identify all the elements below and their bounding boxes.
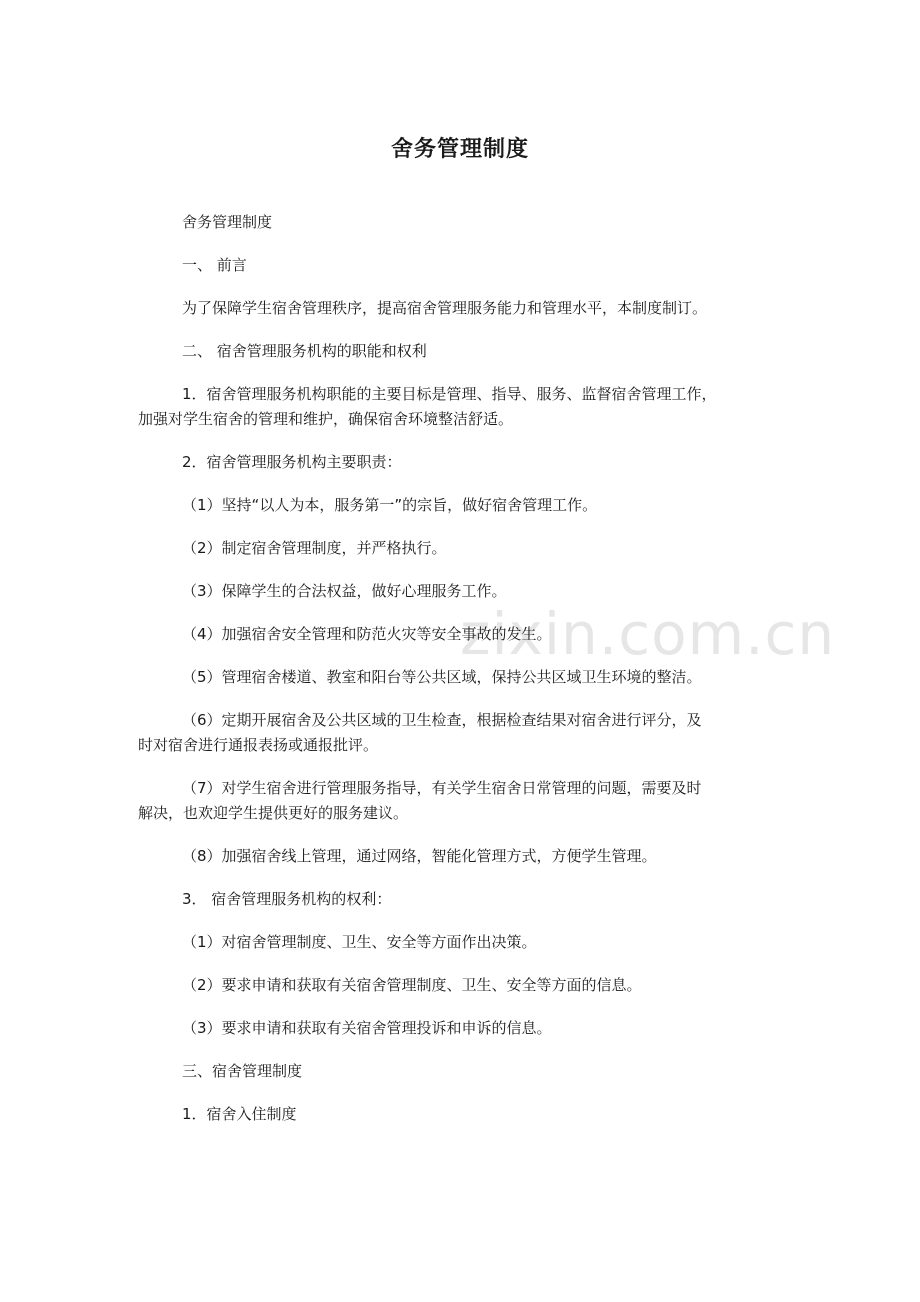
paragraph — [138, 579, 798, 604]
paragraph — [138, 930, 798, 955]
paragraph — [138, 1059, 798, 1084]
paragraph-line: 解决，也欢迎学生提供更好的服务建议。 — [138, 804, 409, 822]
paragraph — [138, 382, 798, 432]
paragraph-line: （3）保障学生的合法权益，做好心理服务工作。 — [182, 582, 507, 600]
watermark: zixin.com.cn — [460, 600, 836, 668]
paragraph — [138, 1016, 798, 1041]
paragraph-line: （5）管理宿舍楼道、教室和阳台等公共区域，保持公共区域卫生环境的整洁。 — [182, 668, 702, 686]
paragraph-line: （6）定期开展宿舍及公共区域的卫生检查，根据检查结果对宿舍进行评分，及 — [182, 711, 702, 729]
document-title: 舍务管理制度 — [390, 137, 529, 162]
paragraph-line: （2）要求申请和获取有关宿舍管理制度、卫生、安全等方面的信息。 — [182, 976, 642, 994]
paragraph-line: 1．宿舍管理服务机构职能的主要目标是管理、指导、服务、监督宿舍管理工作， — [182, 385, 717, 403]
paragraph-line: 舍务管理制度 — [182, 213, 273, 231]
document-body — [138, 210, 798, 1145]
paragraph — [138, 253, 798, 278]
paragraph — [138, 339, 798, 364]
paragraph-line: （1）坚持“以人为本，服务第一”的宗旨，做好宿舍管理工作。 — [182, 496, 598, 514]
paragraph — [138, 973, 798, 998]
paragraph-line: 一、 前言 — [182, 256, 247, 274]
paragraph — [138, 296, 798, 321]
paragraph-line: 1．宿舍入住制度 — [182, 1105, 297, 1123]
paragraph — [138, 665, 798, 690]
paragraph-line: 时对宿舍进行通报表扬或通报批评。 — [138, 736, 379, 754]
paragraph — [138, 493, 798, 518]
paragraph — [138, 844, 798, 869]
paragraph-line: （7）对学生宿舍进行管理服务指导，有关学生宿舍日常管理的问题，需要及时 — [182, 779, 702, 797]
paragraph-line: 2．宿舍管理服务机构主要职责： — [182, 453, 402, 471]
paragraph-line: 3． 宿舍管理服务机构的权利： — [182, 890, 392, 908]
paragraph — [138, 536, 798, 561]
paragraph-line: 二、 宿舍管理服务机构的职能和权利 — [182, 342, 427, 360]
paragraph — [138, 622, 798, 647]
paragraph — [138, 210, 798, 235]
paragraph-line: （1）对宿舍管理制度、卫生、安全等方面作出决策。 — [182, 933, 537, 951]
paragraph — [138, 708, 798, 758]
paragraph-line: （2）制定宿舍管理制度，并严格执行。 — [182, 539, 447, 557]
paragraph — [138, 776, 798, 826]
paragraph-line: 为了保障学生宿舍管理秩序，提高宿舍管理服务能力和管理水平，本制度制订。 — [182, 299, 708, 317]
paragraph-line: （8）加强宿舍线上管理，通过网络，智能化管理方式，方便学生管理。 — [182, 847, 657, 865]
paragraph-line: 加强对学生宿舍的管理和维护，确保宿舍环境整洁舒适。 — [138, 410, 514, 428]
paragraph-line: （4）加强宿舍安全管理和防范火灾等安全事故的发生。 — [182, 625, 552, 643]
paragraph-line: 三、宿舍管理制度 — [182, 1062, 303, 1080]
paragraph — [138, 450, 798, 475]
paragraph-line: （3）要求申请和获取有关宿舍管理投诉和申诉的信息。 — [182, 1019, 552, 1037]
paragraph — [138, 887, 798, 912]
paragraph — [138, 1102, 798, 1127]
